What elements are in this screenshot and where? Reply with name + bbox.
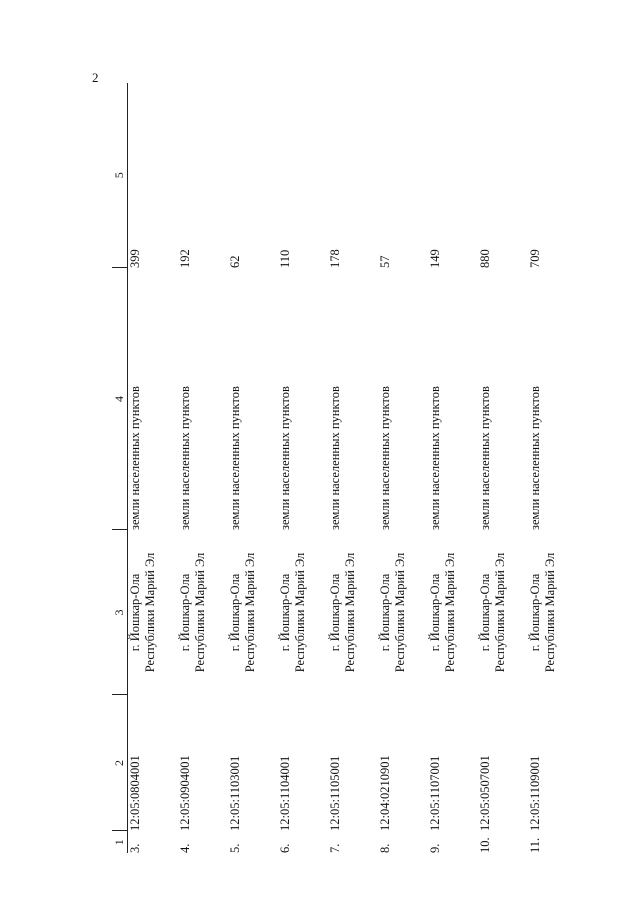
location-region: Республики Марий Эл [293,552,307,673]
location-city: г. Йошкар-Ола [328,573,342,652]
area-value: 880 [478,249,492,268]
column-header-4: 4 [112,268,128,530]
row-number: 9. [428,843,442,853]
location [478,530,528,695]
area-value: 149 [428,249,442,268]
location-city: г. Йошкар-Ола [178,573,192,652]
location-city: г. Йошкар-Ола [278,573,292,652]
location-city: г. Йошкар-Ола [228,573,242,652]
cadastral-quarter: 12:05:1109001 [528,755,542,831]
location [428,530,478,695]
area-value: 178 [328,249,342,268]
area-value: 62 [228,255,242,268]
location-region: Республики Марий Эл [543,552,557,673]
table-row [428,83,478,853]
table-row [528,83,578,853]
row-number: 4. [178,843,192,853]
column-header-2: 2 [112,695,128,831]
column-header-3: 3 [112,530,128,695]
cadastral-quarter: 12:05:1105001 [328,755,342,831]
table-row [178,83,228,853]
row-number: 5. [228,843,242,853]
location-region: Республики Марий Эл [443,552,457,673]
land-category: земли населенных пунктов [128,386,142,530]
location-city: г. Йошкар-Ола [378,573,392,652]
location-region: Республики Марий Эл [343,552,357,673]
page-number: 2 [92,70,99,85]
location-region: Республики Марий Эл [243,552,257,673]
cadastral-quarter: 12:05:1107001 [428,755,442,831]
location-region: Республики Марий Эл [193,552,207,673]
location-city: г. Йошкар-Ола [428,573,442,652]
cadastral-quarter: 12:04:0210901 [378,755,392,831]
location-region: Республики Марий Эл [393,552,407,673]
row-number: 10. [478,837,492,853]
area-value: 57 [378,255,392,268]
column-header-5: 5 [112,83,128,268]
column-number-row [112,83,128,853]
row-number: 7. [328,843,342,853]
land-category: земли населенных пунктов [228,386,242,530]
cadastral-quarter: 12:05:1103001 [228,755,242,831]
area-value: 399 [128,249,142,268]
location-region: Республики Марий Эл [143,552,157,673]
table-row [378,83,428,853]
table-row [278,83,328,853]
row-number: 3. [128,843,142,853]
table-body [128,83,579,853]
location [278,530,328,695]
location-city: г. Йошкар-Ола [528,573,542,652]
location [528,530,578,695]
land-category: земли населенных пунктов [328,386,342,530]
location [128,530,179,695]
table-row [478,83,528,853]
row-number: 6. [278,843,292,853]
land-category: земли населенных пунктов [478,386,492,530]
area-value: 110 [278,249,292,268]
cadastral-quarter: 12:05:0904001 [178,755,192,831]
land-category: земли населенных пунктов [378,386,392,530]
location [328,530,378,695]
area-value: 709 [528,249,542,268]
area-value: 192 [178,249,192,268]
location-city: г. Йошкар-Ола [128,573,142,652]
row-number: 11. [528,837,542,853]
location-region: Республики Марий Эл [493,552,507,673]
land-category: земли населенных пунктов [178,386,192,530]
location [228,530,278,695]
land-category: земли населенных пунктов [278,386,292,530]
location [178,530,228,695]
land-category: земли населенных пунктов [428,386,442,530]
table-row [128,83,179,853]
land-category: земли населенных пунктов [528,386,542,530]
column-header-1: 1 [112,831,128,853]
cadastral-quarter: 12:05:1104001 [278,755,292,831]
cadastral-quarter: 12:05:0507001 [478,755,492,831]
row-number: 8. [378,843,392,853]
cadastral-quarter: 12:05:0804001 [128,755,142,831]
location [378,530,428,695]
table-row [328,83,378,853]
table-row [228,83,278,853]
location-city: г. Йошкар-Ола [478,573,492,652]
land-plot-table [112,83,578,853]
